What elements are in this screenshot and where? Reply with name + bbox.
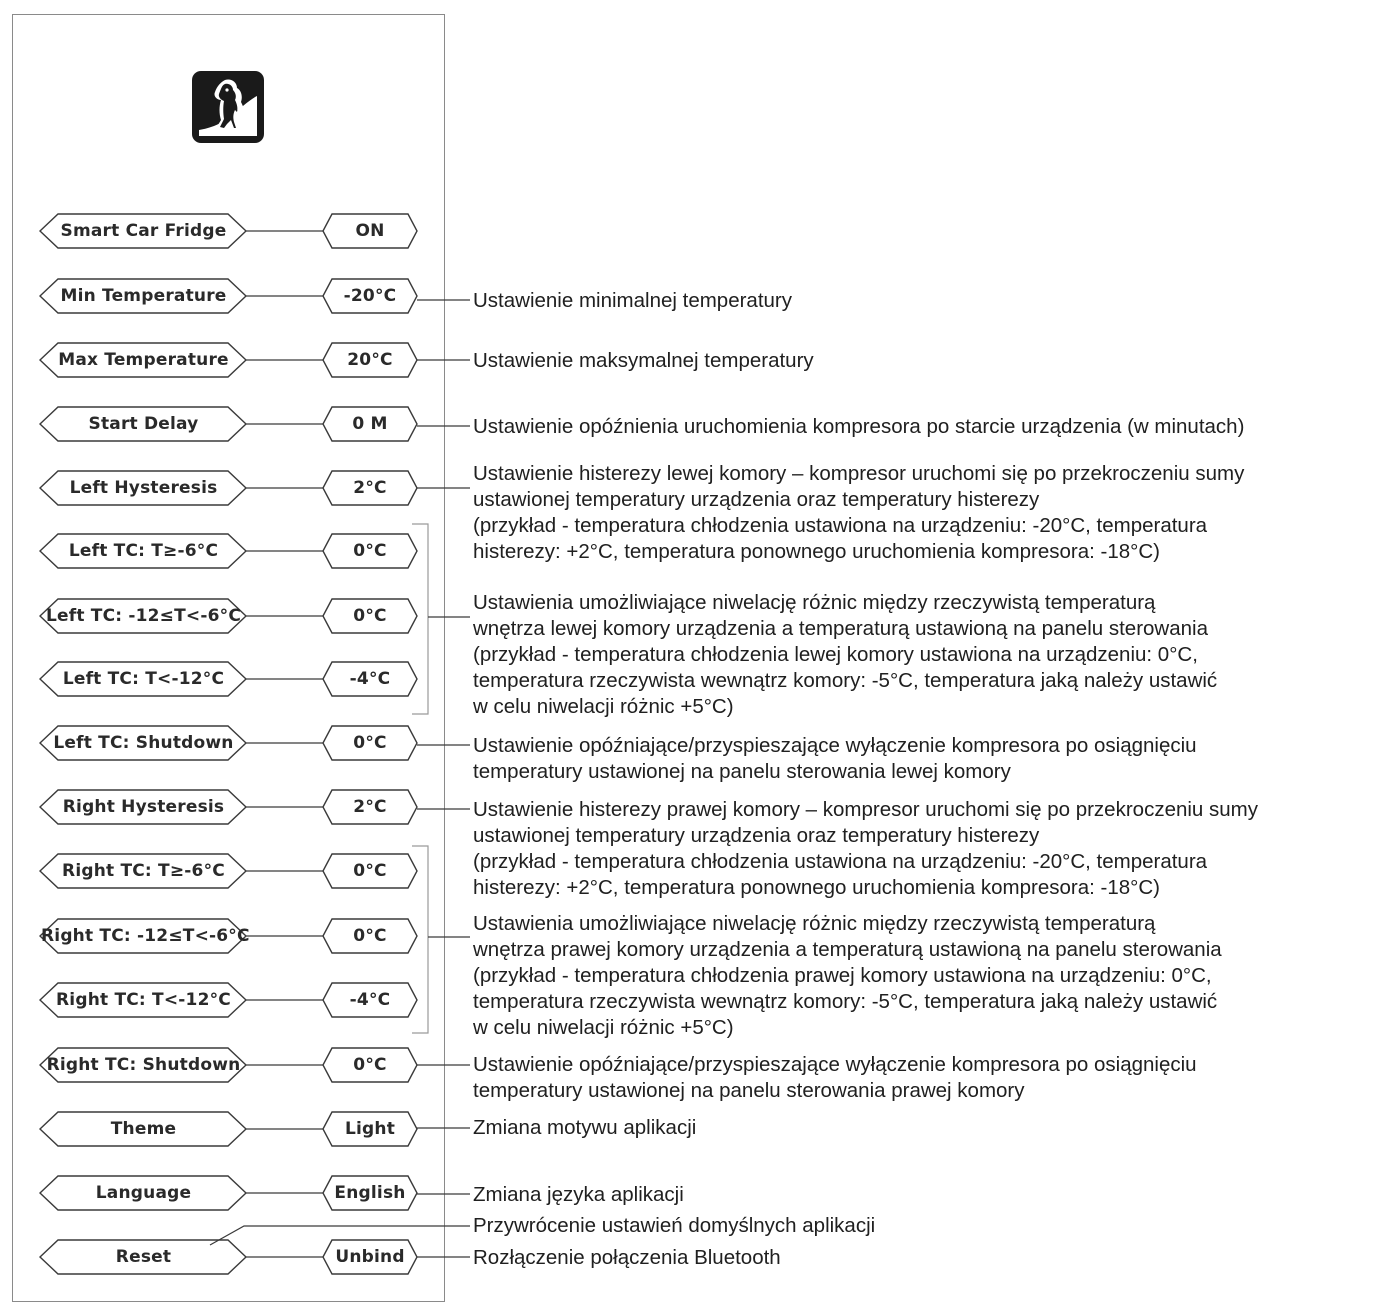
setting-label-left-tc-12-t-6-c: Left TC: -12≤T<-6°C [45,606,242,626]
setting-value-smart-car-fridge[interactable]: ON [355,221,385,241]
setting-value-right-tc-t-12-c[interactable]: -4°C [349,990,391,1010]
setting-value-language[interactable]: English [334,1183,406,1203]
setting-label-reset: Reset [115,1247,172,1267]
setting-label-theme: Theme [110,1119,177,1139]
setting-description: Ustawienie minimalnej temperatury [473,289,793,312]
setting-description: Ustawienie opóźnienia uruchomienia kompresora po starcie urządzenia (w minutach) [473,415,1245,438]
setting-label-language: Language [95,1183,192,1203]
setting-label-left-hysteresis: Left Hysteresis [69,478,218,498]
setting-label-right-tc-shutdown: Right TC: Shutdown [46,1055,241,1075]
setting-description: Przywrócenie ustawień domyślnych aplikacji [473,1214,876,1237]
setting-description: Zmiana języka aplikacji [473,1183,684,1206]
setting-label-left-tc-shutdown: Left TC: Shutdown [53,733,234,753]
setting-description: Zmiana motywu aplikacji [473,1116,697,1139]
setting-description: Ustawienie histerezy lewej komory – kompresor uruchomi się po przekroczeniu sumy ustawionej temperatury urządzenia oraz temperatury histerezy (przykład - temperatura chłodzenia ustawiona na urządzeniu: -20°C, temperatura histerezy: +2°C, temperatura ponownego uruchomienia kompresora: -18°C) [473,462,1245,563]
setting-value-right-hysteresis[interactable]: 2°C [353,797,387,817]
setting-description: Ustawienie histerezy prawej komory – kompresor uruchomi się po przekroczeniu sumy ustawionej temperatury urządzenia oraz temperatury histerezy (przykład - temperatura chłodzenia ustawiona na urządzeniu: -20°C, temperatura histerezy: +2°C, temperatura ponownego uruchomienia kompresora: -18°C) [473,798,1258,899]
setting-value-left-tc-12-t-6-c[interactable]: 0°C [353,606,387,626]
setting-value-theme[interactable]: Light [344,1119,396,1139]
setting-label-right-hysteresis: Right Hysteresis [62,797,225,817]
setting-value-max-temperature[interactable]: 20°C [347,350,393,370]
setting-label-left-tc-t-6-c: Left TC: T≥-6°C [68,541,219,561]
setting-label-min-temperature: Min Temperature [60,286,227,306]
setting-value-right-tc-shutdown[interactable]: 0°C [353,1055,387,1075]
setting-value-min-temperature[interactable]: -20°C [343,286,397,306]
setting-label-smart-car-fridge: Smart Car Fridge [60,221,227,241]
setting-description: Ustawienie opóźniające/przyspieszające wyłączenie kompresora po osiągnięciu temperatury ustawionej na panelu sterowania lewej komory [473,734,1197,783]
setting-value-right-tc-t-6-c[interactable]: 0°C [353,861,387,881]
setting-value-left-tc-shutdown[interactable]: 0°C [353,733,387,753]
setting-label-start-delay: Start Delay [88,414,199,434]
setting-description: Ustawienia umożliwiające niwelację różnic między rzeczywistą temperaturą wnętrza prawej komory urządzenia a temperaturą ustawioną na panelu sterowania (przykład - temperatura chłodzenia prawej komory ustawiona na urządzeniu: 0°C, temperatura rzeczywista wewnątrz komory: -5°C, temperatura jaką należy ustawić w celu niwelacji różnic +5°C) [473,912,1222,1039]
setting-value-left-tc-t-12-c[interactable]: -4°C [349,669,391,689]
setting-value-left-hysteresis[interactable]: 2°C [353,478,387,498]
setting-value-right-tc-12-t-6-c[interactable]: 0°C [353,926,387,946]
setting-description: Rozłączenie połączenia Bluetooth [473,1246,781,1269]
setting-value-reset[interactable]: Unbind [335,1247,405,1267]
setting-label-left-tc-t-12-c: Left TC: T<-12°C [62,669,225,689]
setting-description: Ustawienia umożliwiające niwelację różnic między rzeczywistą temperaturą wnętrza lewej komory urządzenia a temperaturą ustawioną na panelu sterowania (przykład - temperatura chłodzenia lewej komory ustawiona na urządzeniu: 0°C, temperatura rzeczywista wewnątrz komory: -5°C, temperatura jaką należy ustawić w celu niwelacji różnic +5°C) [473,591,1218,718]
setting-value-left-tc-t-6-c[interactable]: 0°C [353,541,387,561]
setting-description: Ustawienie maksymalnej temperatury [473,349,814,372]
setting-label-right-tc-t-12-c: Right TC: T<-12°C [56,990,231,1010]
setting-label-max-temperature: Max Temperature [58,350,229,370]
setting-description: Ustawienie opóźniające/przyspieszające wyłączenie kompresora po osiągnięciu temperatury ustawionej na panelu sterowania prawej komory [473,1053,1197,1102]
setting-value-start-delay[interactable]: 0 M [352,414,388,434]
setting-label-right-tc-t-6-c: Right TC: T≥-6°C [62,861,225,881]
setting-label-right-tc-12-t-6-c: Right TC: -12≤T<-6°C [41,926,250,946]
